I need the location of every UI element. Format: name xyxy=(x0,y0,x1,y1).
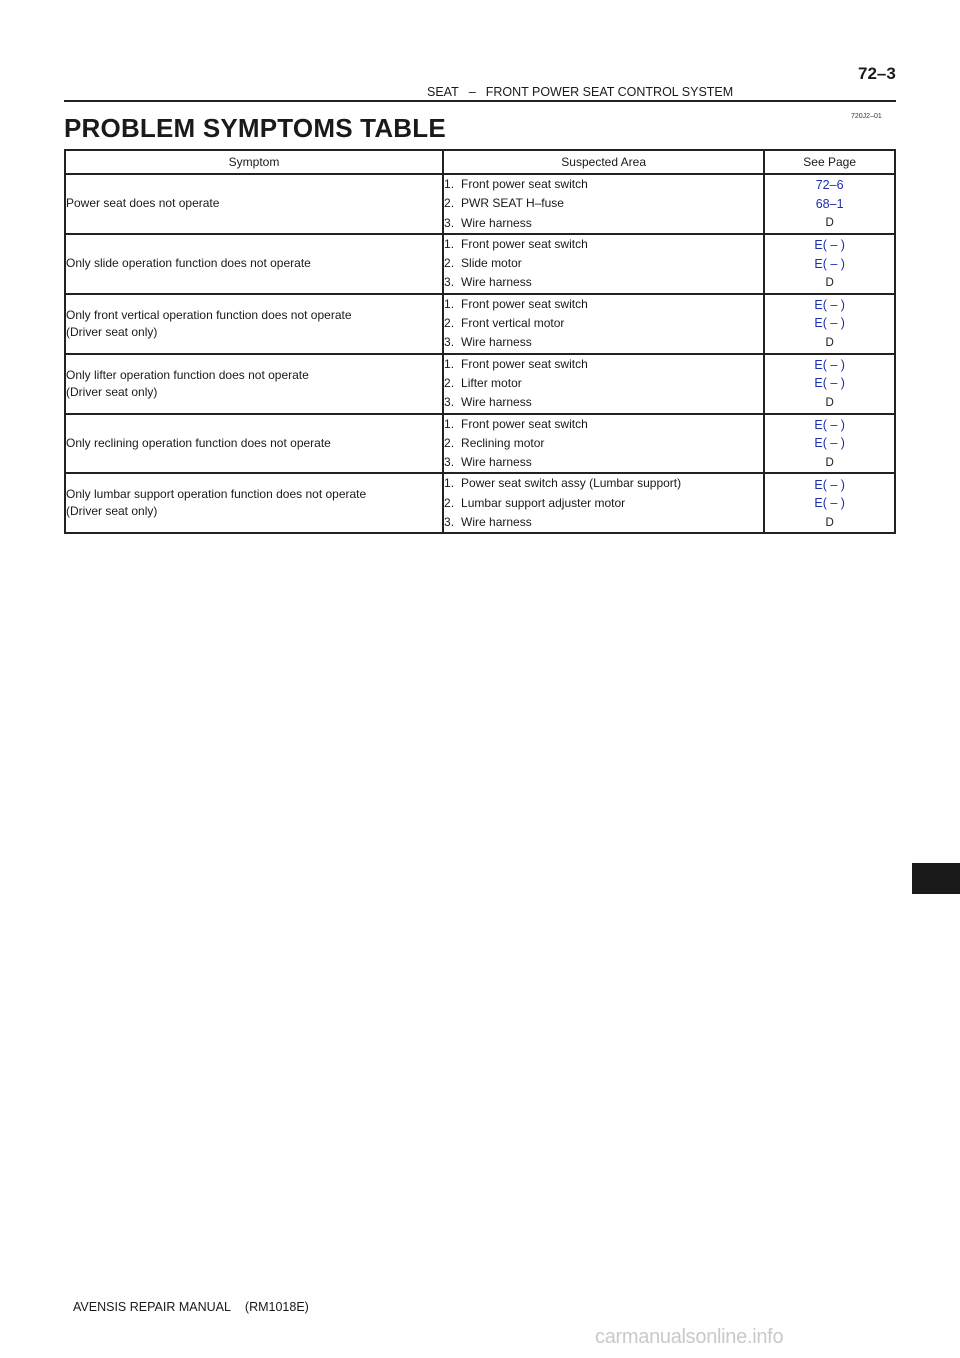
item-number: 1. xyxy=(444,416,455,431)
item-text: Wire harness xyxy=(461,515,532,530)
symptom-text: (Driver seat only) xyxy=(66,504,158,519)
table-row xyxy=(65,473,895,533)
item-number: 1. xyxy=(444,296,455,311)
suspected-area-item xyxy=(444,273,763,292)
page-reference-link[interactable] xyxy=(765,176,894,195)
footer xyxy=(73,1300,309,1314)
page-reference-text: D xyxy=(825,516,834,529)
item-number: 3. xyxy=(444,275,455,290)
item-number: 1. xyxy=(444,236,455,251)
page-reference xyxy=(765,513,894,532)
item-text: Front vertical motor xyxy=(461,316,565,331)
table-row xyxy=(65,234,895,294)
symptom-text: Only front vertical operation function does not operate xyxy=(66,307,352,322)
symptom-text: Only lumbar support operation function does not operate xyxy=(66,487,367,502)
item-number: 3. xyxy=(444,455,455,470)
page-reference-link[interactable] xyxy=(765,434,894,453)
page-reference-link[interactable] xyxy=(765,195,894,214)
symptom-text: Only slide operation function does not operate xyxy=(66,256,311,271)
suspected-area-item xyxy=(444,254,763,273)
item-text: Wire harness xyxy=(461,395,532,410)
suspected-area-cell xyxy=(443,234,764,294)
suspected-area-cell xyxy=(443,174,764,234)
item-text: Wire harness xyxy=(461,275,532,290)
page-reference-text[interactable]: E( – ) xyxy=(814,477,845,492)
see-page-cell xyxy=(764,294,895,354)
suspected-area-item xyxy=(444,415,763,434)
item-text: Power seat switch assy (Lumbar support) xyxy=(461,476,682,491)
suspected-area-item xyxy=(444,453,763,472)
column-header-see-page: See Page xyxy=(764,150,895,174)
running-header xyxy=(427,85,733,99)
item-text: Front power seat switch xyxy=(461,416,588,431)
page-reference-text[interactable]: E( – ) xyxy=(814,417,845,432)
page-reference-text: D xyxy=(825,396,834,409)
page-reference-link[interactable] xyxy=(765,494,894,513)
item-text: Front power seat switch xyxy=(461,296,588,311)
page-reference xyxy=(765,273,894,292)
symptom-cell xyxy=(65,174,443,234)
symptom-text: Only reclining operation function does not operate xyxy=(66,436,331,450)
suspected-area-cell xyxy=(443,473,764,533)
watermark: carmanualsonline.info xyxy=(595,1326,784,1348)
symptom-text: Power seat does not operate xyxy=(66,196,220,211)
page-number: 72–3 xyxy=(858,64,896,83)
symptom-cell xyxy=(65,414,443,474)
suspected-area-cell xyxy=(443,354,764,414)
item-number: 1. xyxy=(444,177,455,191)
header-subsection: FRONT POWER SEAT CONTROL SYSTEM xyxy=(485,85,734,99)
page-reference xyxy=(765,333,894,352)
symptom-cell xyxy=(65,294,443,354)
see-page-cell xyxy=(764,414,895,474)
page-reference-text[interactable]: E( – ) xyxy=(814,316,845,331)
suspected-area-item xyxy=(444,494,763,513)
page-reference-link[interactable] xyxy=(765,416,894,435)
suspected-area-item xyxy=(444,214,763,233)
suspected-area-item xyxy=(444,393,763,412)
column-header-suspected-area: Suspected Area xyxy=(443,150,764,174)
page-reference-text[interactable]: 72–6 xyxy=(815,178,844,193)
problem-symptoms-table xyxy=(64,149,896,534)
see-page-cell xyxy=(764,473,895,533)
header-section: SEAT xyxy=(427,85,459,99)
symptom-cell xyxy=(65,234,443,294)
page-reference xyxy=(765,453,894,472)
table-row xyxy=(65,354,895,414)
item-text: Lumbar support adjuster motor xyxy=(461,495,626,510)
header-dash: – xyxy=(468,85,476,99)
symptom-cell xyxy=(65,354,443,414)
item-number: 2. xyxy=(444,196,455,211)
table-header-row xyxy=(65,150,895,174)
suspected-area-item xyxy=(444,513,763,532)
page-reference-link[interactable] xyxy=(765,255,894,274)
symptom-text: (Driver seat only) xyxy=(66,324,158,339)
page-reference-text: D xyxy=(825,217,834,230)
see-page-cell xyxy=(764,234,895,294)
footer-manual-code: (RM1018E) xyxy=(244,1300,309,1314)
page-reference-text: D xyxy=(825,277,834,290)
item-number: 3. xyxy=(444,335,455,350)
symptom-text: (Driver seat only) xyxy=(66,384,158,399)
column-header-symptom: Symptom xyxy=(65,150,443,174)
item-text: Front power seat switch xyxy=(461,356,588,371)
table-row xyxy=(65,294,895,354)
suspected-area-item xyxy=(444,314,763,333)
page-reference-link[interactable] xyxy=(765,314,894,333)
item-number: 2. xyxy=(444,256,455,271)
suspected-area-item xyxy=(444,295,763,314)
suspected-area-item xyxy=(444,235,763,254)
item-text: Wire harness xyxy=(461,215,532,230)
page-reference-link[interactable] xyxy=(765,374,894,393)
page-title: PROBLEM SYMPTOMS TABLE xyxy=(64,113,446,143)
suspected-area-cell xyxy=(443,414,764,474)
page-reference-link[interactable] xyxy=(765,476,894,495)
table-body xyxy=(65,174,895,533)
page-reference-text[interactable]: 68–1 xyxy=(815,196,844,211)
suspected-area-item xyxy=(444,374,763,393)
item-text: Front power seat switch xyxy=(461,236,588,251)
page-reference-text[interactable]: E( – ) xyxy=(814,436,845,451)
page-reference-text[interactable]: E( – ) xyxy=(814,496,845,511)
suspected-area-item xyxy=(444,333,763,352)
item-text: Wire harness xyxy=(461,335,532,350)
footer-manual-title: AVENSIS REPAIR MANUAL xyxy=(73,1300,231,1314)
header-rule xyxy=(64,100,896,102)
suspected-area-item xyxy=(444,194,763,213)
item-number: 2. xyxy=(444,375,455,390)
page-reference-link[interactable] xyxy=(765,236,894,255)
item-text: PWR SEAT H–fuse xyxy=(461,196,564,211)
suspected-area-item xyxy=(444,434,763,453)
symptom-cell xyxy=(65,473,443,533)
item-number: 3. xyxy=(444,215,455,230)
table-row xyxy=(65,174,895,234)
suspected-area-item xyxy=(444,355,763,374)
figure-code: 720J2–01 xyxy=(851,113,882,120)
page-reference-text[interactable]: E( – ) xyxy=(814,256,845,271)
item-number: 3. xyxy=(444,515,455,530)
item-number: 2. xyxy=(444,495,455,510)
suspected-area-item xyxy=(444,175,763,194)
item-number: 1. xyxy=(444,476,455,491)
see-page-cell xyxy=(764,354,895,414)
page-reference-text[interactable]: E( – ) xyxy=(814,297,845,312)
page-reference xyxy=(765,213,894,232)
symptom-text: Only lifter operation function does not operate xyxy=(66,367,309,382)
item-number: 3. xyxy=(444,395,455,410)
item-text: Lifter motor xyxy=(461,375,522,390)
item-number: 2. xyxy=(444,435,455,450)
item-number: 2. xyxy=(444,316,455,331)
page-reference-text: D xyxy=(825,336,834,349)
item-number: 1. xyxy=(444,356,455,371)
table-row xyxy=(65,414,895,474)
page-reference-text[interactable]: E( – ) xyxy=(814,376,845,391)
page-reference-link[interactable] xyxy=(765,356,894,375)
suspected-area-item xyxy=(444,474,763,493)
page-reference-text[interactable]: E( – ) xyxy=(814,238,845,253)
item-text: Wire harness xyxy=(461,455,532,470)
suspected-area-cell xyxy=(443,294,764,354)
item-text: Reclining motor xyxy=(461,435,545,450)
page-reference-text: D xyxy=(825,456,834,469)
page-reference-link[interactable] xyxy=(765,296,894,315)
page-reference xyxy=(765,393,894,412)
see-page-cell xyxy=(764,174,895,234)
page-reference-text[interactable]: E( – ) xyxy=(814,357,845,372)
item-text: Slide motor xyxy=(461,256,522,271)
chapter-tab-marker xyxy=(912,863,960,894)
item-text: Front power seat switch xyxy=(461,177,588,191)
